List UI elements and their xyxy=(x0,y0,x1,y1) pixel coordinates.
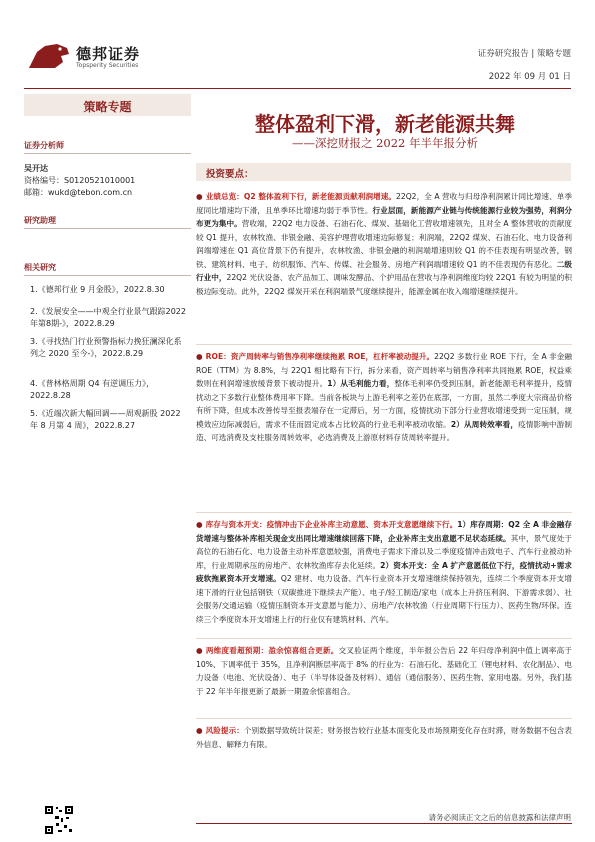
point-lead: 风险提示： xyxy=(205,726,244,735)
analyst-email[interactable]: 邮箱：wukd@tebon.com.cn xyxy=(24,188,133,197)
point-lead: 两维度看超预期：盈余惊喜组合更新。 xyxy=(205,646,339,655)
assistant-heading: 研究助理 xyxy=(24,216,56,225)
related-divider xyxy=(24,275,191,276)
point-lead: 业绩总览：Q2 整体盈利下行，新老能源贡献利润增速。 xyxy=(205,192,397,201)
point-risk xyxy=(196,724,572,751)
related-item[interactable]: 3.《寻找热门行业预警指标力挽狂澜深化系列之 2020 至今-》，2022.8.29 xyxy=(30,337,182,358)
point-body: 交叉验证两个维度，半年报公告后 22 年归母净利润中值上调率高于 10%、下调率低于 35%，且净利润断层率高于 8% 的行业为：石油石化、基础化工（锂电材料、农化制品）、电力设备（电池、光伏设备）、电子（半导体设备及材料）、通信（通信服务）、医药生物、家用电器。另外，我们基于 22 年半年报更新了最新一期盈余惊喜组合。 xyxy=(196,646,572,696)
bullet-icon: ● xyxy=(196,726,203,735)
point-body: 22Q2，全 A 营收与归母净利润累计同比增速、单季度同比增速均下滑，且单季环比增速均弱于季节性。 xyxy=(196,192,572,215)
related-item-date: 2022.8.27 xyxy=(94,421,136,430)
assistant-divider xyxy=(24,228,191,229)
point-body: 22Q2 多数行业 ROE 下行，全 A 非金融 ROE（TTM）为 8.8%，与 22Q1 相比略有下行，拆分来看，资产周转率与销售净利率共同拖累 ROE，权益乘数则在利润增速放缓背景下被动提升。 xyxy=(196,352,572,388)
bullet-icon: ● xyxy=(196,646,203,655)
bullet-icon: ● xyxy=(196,192,203,201)
point-body: 个别数据导致统计误差；财务报告较行业基本面变化及市场预期变化存在时滞，财务数据不包含表外信息、解释力有限。 xyxy=(196,726,572,749)
related-item[interactable]: 2.《发展安全——中观全行业景气跟踪2022年第8期-》，2022.8.29 xyxy=(30,307,186,328)
related-item-title: 4.《普林格周期 Q4 有逆调压力》 xyxy=(30,379,147,388)
section-divider xyxy=(196,344,572,345)
report-type: 证券研究报告 | 策略专题 xyxy=(477,49,571,59)
section-divider xyxy=(196,718,572,719)
point-body: Q2 建材、电力设备、汽车行业资本开支增速继续保持领先，连续二个季度资本开支增速下滑的行业包括钢铁（双碳推进下继续去产能）、电子/轻工制造/家电（成本上升挤压利润、下游需求弱）、社会服务/交通运输（疫情压制资本开支意愿与能力）、房地产/农林牧渔（行业周期下行压力）、医药生物/环保。连续三个季度资本开支增速上行的行业仅有建筑材料、汽车。 xyxy=(196,574,572,624)
related-item-date: 2022.8.29 xyxy=(102,349,144,358)
analyst-heading: 证券分析师 xyxy=(24,141,64,150)
point-earnings-surprise xyxy=(196,644,572,698)
point-roe xyxy=(196,350,572,445)
section-divider xyxy=(196,512,572,513)
point-lead: 库存与资本开支：疫情冲击下企业补库主动意愿、资本开支意愿继续下行。 xyxy=(205,520,458,529)
related-item-date: 2022.8.29 xyxy=(73,319,115,328)
related-item-date: 2022.8.30 xyxy=(123,285,165,294)
analyst-cert: 资格编号：S0120521010001 xyxy=(24,176,136,185)
related-item[interactable]: 5.《近端次新大幅回调——周观新股 2022 年 8 月第 4 周》，2022.8.27 xyxy=(30,409,181,430)
point-body: 营收端，22Q2 电力设备、石油石化、煤炭、基础化工营收增速领先，且对全 A 整体营收的贡献度较 Q1 提升，农林牧渔、非银金融、美容护理营收增速边际修复；利润端，22Q2 煤炭、石油石化、电力设备利润端增速在 Q1 高位背景下仍有提升，农林牧渔、非银金融的利润端增速则较 Q1 的不佳表现有明显改善，钢铁、建筑材料、电子、纺织服饰、汽车、传媒、社会服务、房地产利润端增速较 Q1 的不佳表现仍有恶化。 xyxy=(196,219,573,269)
logo-icon xyxy=(27,42,71,70)
point-lead: 二级行业中， xyxy=(196,259,572,282)
sidebar-title: 策略专题 xyxy=(83,100,132,114)
point-body: 整体毛利率仍受到压制，新老能源毛利率提升，疫情扰动之下多数行业整体费用率下降。当前各板块与上游毛利率之差仍在底部，一方面，虽然二季度大宗商品价格有所下降，但成本改善传导至报表端存在一定滞后，另一方面，疫情扰动下部分行业营收增速受到一定压制，规模效应边际减弱后，需求不佳而固定成本占比较高的行业毛利率被动收缩。 xyxy=(196,379,572,429)
footer-divider xyxy=(196,823,572,824)
report-date: 2022 年 09 月 01 日 xyxy=(488,72,571,82)
point-lead: 1）从毛利能力看， xyxy=(327,379,395,388)
related-item-date: 2022.8.28 xyxy=(30,391,71,400)
logo-subtext: Topsperity Securities xyxy=(76,62,139,69)
section-divider xyxy=(196,638,572,639)
related-item-title: 5.《近端次新大幅回调——周观新股 2022 年 8 月第 4 周》 xyxy=(30,409,181,430)
disclaimer-text: 请务必阅读正文之后的信息披露和法律声明 xyxy=(428,813,571,822)
related-item[interactable]: 1.《德邦行业 9 月金股》，2022.8.30 xyxy=(30,285,165,294)
point-body: 疫情影响中游制造、可选消费及支柱服务周转效率，必选消费及上游原材料存货周转率提升。 xyxy=(196,419,572,442)
point-lead: 行业层面，新能源产业链与传统能源行业较为强势，利润分布更为集中。 xyxy=(196,205,573,228)
analyst-divider xyxy=(24,153,191,154)
point-overview xyxy=(196,190,572,298)
bullet-icon: ● xyxy=(196,520,203,529)
point-lead: 1）库存周期：Q2 全 A 非金融存货增速与整体补库相关现金支出同比增速继续回落下降，企业补库主支出意愿不足状态延续。 xyxy=(196,520,572,543)
point-body: 其中，景气度处于高位的石油石化、电力设备主动补库意愿较强，消费电子需求下滑以及二季度疫情冲击致电子、汽车行业被动补库，行业周期承压的房地产、农林牧渔库存去化延续。 xyxy=(196,533,573,570)
related-item-title: 1.《德邦行业 9 月金股》 xyxy=(30,285,116,294)
related-heading: 相关研究 xyxy=(24,263,56,272)
logo-text: 德邦证券 xyxy=(76,45,141,63)
bullet-icon: ● xyxy=(196,352,203,361)
key-points-label: 投资要点： xyxy=(206,169,254,180)
point-body: 22Q2 光伏设备、农产品加工、调味发酵品、个护用品在营收与净利润维度均较 22Q1 有较为明显的积极边际变动。此外，22Q2 煤炭开采在利润端景气度继续提升，能源金属在收入端增速继续提升。 xyxy=(196,273,573,296)
point-lead: 2）从周转效率看， xyxy=(450,419,519,429)
related-item-title: 3.《寻找热门行业预警指标力挽狂澜深化系列之 2020 至今-》 xyxy=(30,337,182,358)
point-inventory-capex xyxy=(196,518,572,626)
analyst-name: 吴开达 xyxy=(24,164,48,173)
page-title: 整体盈利下滑，新老能源共舞 xyxy=(255,112,515,136)
page-subtitle: ——深挖财报之 2022 年半年报分析 xyxy=(291,136,479,150)
qr-code-icon xyxy=(44,805,74,835)
header-divider xyxy=(24,88,571,89)
point-lead: ROE：资产周转率与销售净利率继续拖累 ROE，杠杆率被动提升。 xyxy=(205,352,435,361)
related-item[interactable]: 4.《普林格周期 Q4 有逆调压力》，2022.8.28 xyxy=(30,379,155,400)
related-item-title: 2.《发展安全——中观全行业景气跟踪2022年第8期-》 xyxy=(30,307,186,328)
point-lead: 2）资本开支：全 A 扩产意愿低位下行，疫情扰动+需求疲软拖累资本开支增速。 xyxy=(196,560,573,583)
